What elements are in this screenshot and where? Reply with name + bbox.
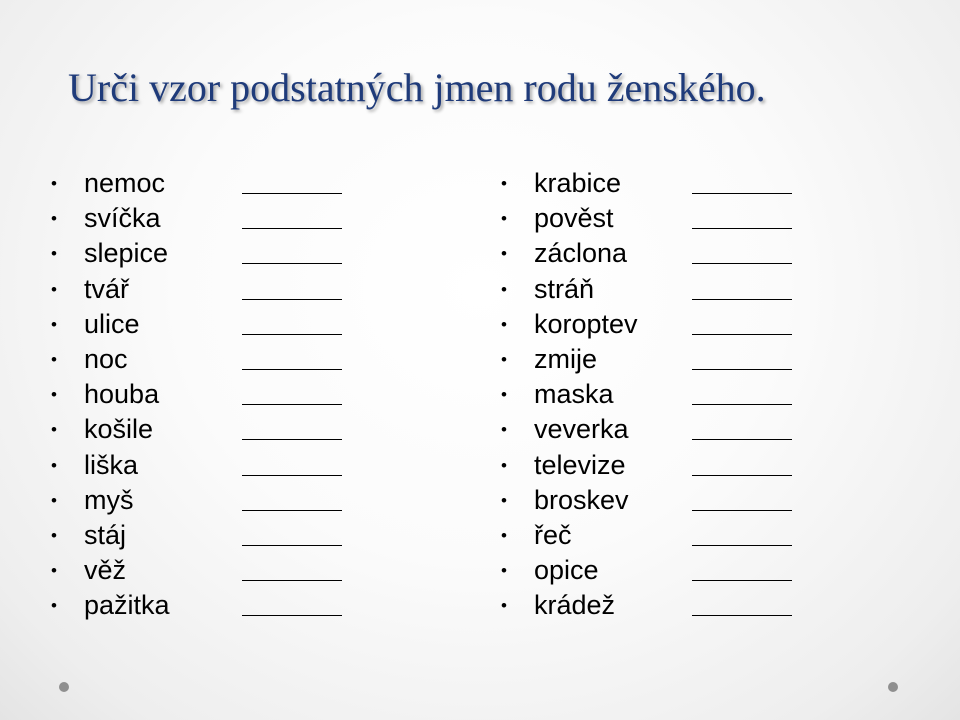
answer-blank — [692, 369, 792, 370]
noun-word: slepice — [84, 238, 169, 269]
bullet-icon: • — [51, 525, 57, 545]
answer-blank — [692, 299, 792, 300]
bullet-icon: • — [501, 420, 507, 440]
answer-blank — [242, 439, 342, 440]
answer-blank — [242, 545, 342, 546]
answer-blank — [692, 510, 792, 511]
noun-word: pověst — [534, 203, 614, 234]
answer-blank — [242, 475, 342, 476]
noun-word: stáj — [84, 519, 127, 550]
bullet-icon: • — [51, 314, 57, 334]
bullet-icon: • — [51, 385, 57, 405]
answer-blank — [692, 404, 792, 405]
bullet-icon: • — [501, 561, 507, 581]
noun-word: liška — [84, 449, 139, 480]
noun-word: maska — [534, 379, 614, 410]
noun-word: záclona — [534, 238, 628, 269]
noun-word: noc — [84, 343, 128, 374]
answer-blank — [242, 228, 342, 229]
bullet-icon: • — [51, 174, 57, 193]
noun-word: ulice — [84, 308, 140, 339]
answer-blank — [242, 193, 342, 194]
bullet-icon: • — [51, 349, 57, 369]
slide-title: Urči vzor podstatných jmen rodu ženského. — [68, 65, 766, 110]
noun-word: nemoc — [84, 168, 166, 198]
answer-blank — [242, 369, 342, 370]
noun-word: opice — [534, 555, 599, 586]
answer-blank — [242, 299, 342, 300]
bullet-icon: • — [51, 561, 57, 581]
noun-word: tvář — [84, 273, 130, 304]
noun-word: myš — [84, 484, 134, 515]
bullet-icon: • — [501, 455, 507, 475]
answer-blank — [242, 580, 342, 581]
answer-blank — [692, 475, 792, 476]
noun-word: houba — [84, 379, 160, 410]
noun-word: koroptev — [534, 308, 638, 339]
bullet-icon: • — [501, 385, 507, 405]
bullet-icon: • — [51, 209, 57, 229]
bullet-icon: • — [51, 420, 57, 440]
noun-word: krabice — [534, 168, 622, 198]
noun-word: věž — [84, 555, 127, 586]
answer-blank — [692, 439, 792, 440]
bullet-icon: • — [501, 596, 507, 616]
answer-blank — [242, 510, 342, 511]
bullet-icon: • — [501, 244, 507, 264]
bullet-icon: • — [51, 244, 57, 264]
bullet-icon: • — [501, 279, 507, 299]
noun-word: veverka — [534, 414, 629, 445]
bullet-icon: • — [501, 174, 507, 193]
noun-word: krádež — [534, 590, 616, 621]
answer-blank — [242, 334, 342, 335]
bullet-icon: • — [51, 455, 57, 475]
answer-blank — [242, 263, 342, 264]
answer-blank — [692, 228, 792, 229]
bullet-icon: • — [501, 349, 507, 369]
noun-word: zmije — [534, 343, 598, 374]
answer-blank — [692, 263, 792, 264]
answer-blank — [692, 334, 792, 335]
answer-blank — [242, 615, 342, 616]
answer-blank — [692, 545, 792, 546]
bullet-icon: • — [501, 525, 507, 545]
bullet-icon: • — [501, 314, 507, 334]
bullet-icon: • — [501, 490, 507, 510]
answer-blank — [242, 404, 342, 405]
noun-word: svíčka — [84, 203, 161, 234]
answer-blank — [692, 580, 792, 581]
bullet-icon: • — [51, 279, 57, 299]
answer-blank — [692, 615, 792, 616]
bullet-icon: • — [501, 209, 507, 229]
noun-word: stráň — [534, 273, 595, 304]
bullet-icon: • — [51, 490, 57, 510]
noun-word: televize — [534, 449, 626, 480]
left-decor-dot-icon — [59, 682, 69, 692]
bullet-icon: • — [51, 596, 57, 616]
noun-word: broskev — [534, 484, 629, 515]
answer-blank — [692, 193, 792, 194]
right-decor-dot-icon — [888, 682, 898, 692]
noun-word: řeč — [534, 519, 572, 550]
noun-word: pažitka — [84, 590, 170, 621]
noun-word: košile — [84, 414, 154, 445]
